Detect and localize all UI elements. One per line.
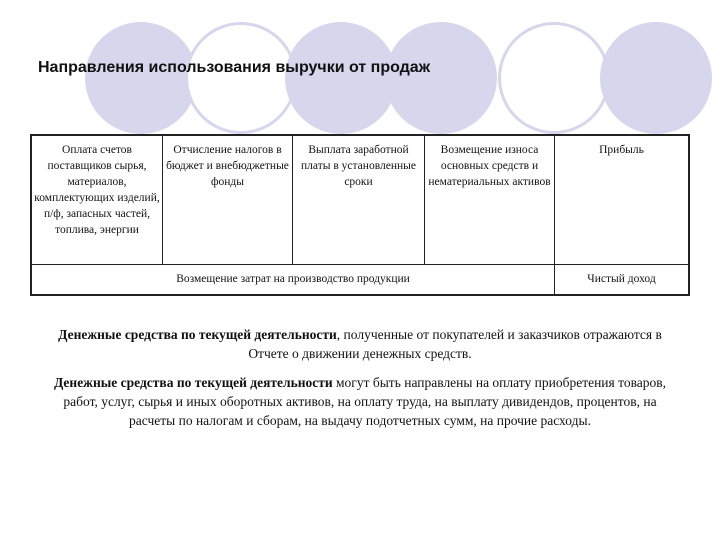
paragraph-1-text: , полученные от покупателей и заказчиков отражаются в Отчете о движении денежных средств. bbox=[248, 327, 662, 361]
revenue-table bbox=[30, 134, 690, 296]
decor-circle-1 bbox=[85, 22, 197, 134]
paragraph-cash-usage bbox=[40, 373, 680, 430]
cell-salary-payment: Выплата заработной платы в установленные сроки bbox=[301, 144, 416, 188]
page-title: Направления использования выручки от продаж bbox=[38, 59, 431, 76]
paragraph-1-bold: Денежные средства по текущей деятельности bbox=[58, 327, 337, 342]
paragraph-2-text: могут быть направлены на оплату приобретения товаров, работ, услуг, сырья и иных оборотных активов, на оплату труда, на выплату дивидендов, процентов, на расчеты по налогам и сборам, на выдачу подотчетных сумм, на прочие расходы. bbox=[63, 375, 667, 428]
paragraph-2-bold: Денежные средства по текущей деятельности bbox=[53, 375, 333, 390]
decor-circle-6 bbox=[600, 22, 712, 134]
paragraph-cash-received bbox=[40, 325, 680, 363]
decor-circle-5 bbox=[498, 22, 610, 134]
decor-circle-3 bbox=[285, 22, 397, 134]
decor-circle-4 bbox=[385, 22, 497, 134]
cell-net-income: Чистый доход bbox=[587, 273, 656, 285]
cell-tax-deductions: Отчисление налогов в бюджет и внебюджетные фонды bbox=[166, 144, 289, 188]
cell-profit: Прибыль bbox=[599, 144, 644, 156]
cell-depreciation: Возмещение износа основных средств и нематериальных активов bbox=[428, 144, 551, 188]
decor-circle-2 bbox=[185, 22, 297, 134]
cell-supplier-payments: Оплата счетов поставщиков сырья, материалов, комплектующих изделий, п/ф, запасных частей, топлива, энергии bbox=[34, 144, 160, 236]
cell-cost-reimbursement: Возмещение затрат на производство продукции bbox=[176, 273, 410, 285]
